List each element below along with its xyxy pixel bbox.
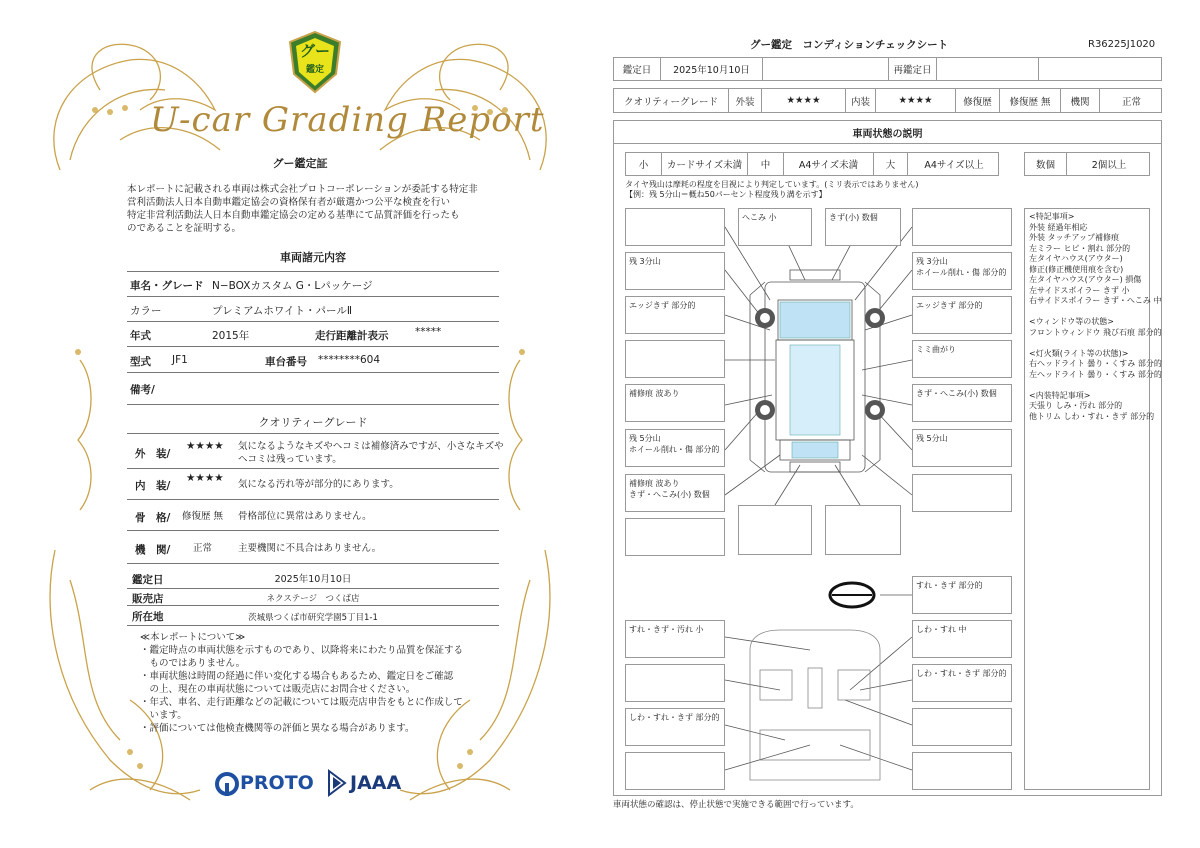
damage-box	[625, 208, 725, 246]
grade-engine-label: 機 関/	[135, 544, 171, 556]
about-section	[140, 631, 463, 735]
appraisal-shop-label: 販売店	[132, 593, 164, 605]
certificate-title: グー鑑定証	[272, 157, 328, 170]
intro-paragraph	[127, 183, 507, 235]
spec-year-value: 2015年	[212, 330, 250, 342]
note-line: 左タイヤハウス(アウター)	[1029, 254, 1123, 263]
damage-box	[912, 252, 1012, 290]
badge-top-text: グー	[299, 42, 330, 60]
damage-box	[825, 505, 901, 555]
row2-int-value: ★★★★	[876, 89, 956, 112]
size-m-desc: A4サイズ未満	[784, 153, 874, 175]
grade-ext-text: ヘコミは残っています。	[238, 454, 342, 465]
damage-text: しわ・すれ・きず 部分的	[629, 713, 720, 722]
damage-box	[625, 296, 725, 334]
condition-check-sheet	[600, 0, 1200, 848]
note-line: 右ヘッドライト 曇り・くすみ 部分的	[1029, 359, 1162, 368]
spec-model-label: 型式	[130, 356, 151, 368]
damage-box	[912, 208, 1012, 246]
spec-heading: 車両諸元内容	[280, 251, 346, 264]
row1-re-label: 再鑑定日	[889, 58, 937, 80]
damage-text: しわ・すれ 中	[916, 625, 967, 634]
damage-box	[912, 474, 1012, 512]
size-l: 大	[874, 153, 908, 175]
jaaa-logo-icon	[327, 769, 347, 797]
note-line: 外装 タッチアップ補修痕	[1029, 233, 1119, 242]
spec-chassis-value: ********604	[318, 354, 381, 366]
row1-date-value: 2025年10月10日	[661, 58, 763, 80]
about-line: ・評価については他検査機関等の評価と異なる場合があります。	[140, 723, 415, 734]
damage-text: しわ・すれ・きず 部分的	[916, 669, 1007, 678]
damage-box	[625, 752, 725, 790]
damage-box	[912, 620, 1012, 658]
note-line: <灯火類(ライト等の状態)>	[1029, 348, 1129, 358]
appraisal-date-label: 鑑定日	[132, 574, 164, 586]
note-line: 左ミラー ヒビ・割れ 部分的	[1029, 243, 1131, 253]
row2-repair-value: 修復歴 無	[1000, 89, 1061, 112]
about-line: ・鑑定時点の車両状態を示すものであり、以降将来にわたり品質を保証する	[140, 645, 464, 656]
badge-bottom-text: 鑑定	[305, 65, 324, 75]
damage-box	[625, 474, 725, 512]
damage-text: すれ・きず 部分的	[916, 581, 983, 590]
damage-box	[912, 384, 1012, 422]
damage-box	[625, 252, 725, 290]
proto-logo-text: PROTO	[240, 772, 314, 794]
grade-engine-value: 正常	[193, 543, 213, 554]
damage-text: エッジきず 部分的	[629, 301, 696, 310]
grade-engine-text: 主要機関に不具合はありません。	[238, 543, 382, 554]
damage-text: 補修痕 波あり	[629, 479, 680, 488]
size-l-desc: A4サイズ以上	[924, 160, 984, 171]
damage-box	[738, 208, 812, 246]
damage-box	[912, 296, 1012, 334]
row2-grade-label: クオリティーグレード	[614, 89, 729, 112]
damage-text: 残 3分山	[916, 257, 948, 266]
damage-text: きず(小) 数個	[829, 213, 878, 222]
grade-ext-stars: ★★★★	[186, 440, 224, 452]
spec-color-value: プレミアムホワイト・パールⅡ	[212, 305, 352, 317]
intro-line: 特定非営利活動法人日本自動車鑑定協会の定める基準にて品質評価を行ったも	[127, 210, 460, 221]
about-heading: ≪本レポートについて≫	[140, 632, 246, 643]
appraisal-date-value: 2025年10月10日	[274, 574, 352, 585]
sheet-title: グー鑑定 コンディションチェックシート	[750, 39, 949, 51]
damage-text: エッジきず 部分的	[916, 301, 983, 310]
note-line: 左タイヤハウス(アウター) 損傷	[1029, 275, 1142, 284]
special-notes	[1024, 208, 1162, 790]
about-line: ・年式、車名、走行距離などの記載については販売店申告をもとに作成して	[140, 697, 463, 708]
count-label: 数個	[1025, 153, 1067, 175]
damage-box	[625, 664, 725, 702]
grade-int-stars: ★★★★	[186, 472, 224, 484]
spec-year-label: 年式	[130, 330, 151, 342]
damage-text: へこみ 小	[742, 213, 777, 222]
note-line: <特記事項>	[1029, 212, 1075, 221]
note-line: 左ヘッドライト 曇り・くすみ 部分的	[1029, 369, 1162, 379]
note-line	[1029, 338, 1145, 349]
row1-date-label: 鑑定日	[614, 58, 661, 80]
spec-odo-value: *****	[415, 326, 442, 338]
spec-model-value: JF1	[172, 354, 188, 366]
row2-ext-value: ★★★★	[762, 89, 846, 112]
damage-text: きず・へこみ(小) 数個	[916, 389, 997, 398]
tire-note: タイヤ残山は摩耗の程度を目視により判定しています。(ミリ表示ではありません)	[625, 180, 919, 189]
note-line: 他トリム しわ・すれ・きず 部分的	[1029, 411, 1155, 421]
proto-logo-icon	[214, 771, 240, 797]
damage-text: ホイール削れ・傷 部分的	[916, 268, 1007, 277]
damage-box	[912, 664, 1012, 702]
damage-box	[825, 208, 901, 246]
jaaa-logo-text: JAAA	[350, 772, 402, 794]
damage-text: 残 5分山	[629, 434, 661, 443]
damage-box	[625, 384, 725, 422]
note-line	[1029, 380, 1145, 391]
appraisal-address-value: 茨城県つくば市研究学園5丁目1-1	[248, 613, 378, 623]
damage-text: 残 5分山	[916, 434, 948, 443]
intro-line: のであることを証明する。	[127, 223, 242, 234]
grade-frame-text: 骨格部位に異常はありません。	[238, 511, 372, 522]
spec-chassis-label: 車台番号	[265, 356, 307, 368]
damage-box	[625, 620, 725, 658]
grade-ext-label: 外 装/	[135, 448, 171, 460]
damage-box	[912, 752, 1012, 790]
grade-frame-label: 骨 格/	[135, 512, 171, 524]
condition-heading: 車両状態の説明	[852, 129, 923, 140]
size-s-desc: カードサイズ未満	[662, 153, 748, 175]
footer-note: 車両状態の確認は、停止状態で実施できる範囲で行っています。	[613, 800, 859, 810]
note-line: <内装特記事項>	[1029, 390, 1091, 400]
grade-heading: クオリティーグレード	[258, 416, 368, 429]
intro-line: 本レポートに記載される車両は株式会社プロトコーポレーションが委託する特定非	[127, 184, 478, 195]
row2-engine-label: 機関	[1061, 89, 1100, 112]
damage-text: 補修痕 波あり	[629, 389, 680, 398]
note-line: 修正(修正機使用痕を含む)	[1029, 264, 1124, 274]
damage-box	[912, 340, 1012, 378]
tire-note: 【例：残 5分山＝概ね50パーセント程度残り溝を示す】	[625, 190, 827, 199]
damage-box	[912, 576, 1012, 614]
about-line: います。	[140, 710, 187, 721]
note-line: 右サイドスポイラー きず・へこみ 中	[1029, 296, 1162, 305]
damage-box	[912, 708, 1012, 746]
grade-int-text: 気になる汚れ等が部分的にあります。	[238, 479, 399, 490]
note-line: フロントウィンドウ 飛び石痕 部分的	[1029, 327, 1162, 337]
damage-text: ホイール削れ・傷 部分的	[629, 445, 720, 454]
note-line: 天張り しみ・汚れ 部分的	[1029, 401, 1123, 410]
spec-color-label: カラー	[130, 305, 162, 317]
row2-repair-label: 修復歴	[956, 89, 1000, 112]
row2-int-label: 内装	[846, 89, 876, 112]
damage-box	[625, 429, 725, 467]
row2-ext-label: 外装	[729, 89, 762, 112]
damage-box	[625, 518, 725, 556]
note-line: <ウィンドウ等の状態>	[1029, 317, 1114, 326]
appraisal-address-label: 所在地	[132, 611, 164, 623]
damage-box	[738, 505, 812, 555]
about-line: の上、現在の車両状態については販売店にお問合せください。	[140, 684, 416, 695]
spec-name-label: 車名・グレード	[130, 280, 204, 292]
damage-text: 残 3分山	[629, 257, 661, 266]
damage-box	[912, 429, 1012, 467]
row2-engine-value: 正常	[1121, 96, 1141, 108]
note-line: 左サイドスポイラー きず 小	[1029, 285, 1130, 295]
appraisal-shop-value: ネクステージ つくば店	[266, 594, 360, 604]
size-m: 中	[748, 153, 784, 175]
damage-text: きず・へこみ(小) 数個	[629, 490, 710, 499]
grade-int-label: 内 装/	[135, 480, 171, 492]
damage-text: すれ・きず・汚れ 小	[629, 625, 704, 634]
spec-name-value: N−BOXカスタム G・Lパッケージ	[212, 280, 373, 292]
spec-remarks-label: 備考/	[130, 384, 155, 396]
damage-box	[625, 708, 725, 746]
about-line: ものではありません。	[140, 658, 246, 669]
size-s: 小	[626, 153, 662, 175]
grade-ext-text: 気になるようなキズやヘコミは補修済みですが、小さなキズや	[238, 441, 504, 452]
note-line	[1029, 307, 1145, 318]
intro-line: 営利活動法人日本自動車鑑定協会の資格保有者が厳選かつ公平な検査を行い	[127, 197, 451, 208]
about-line: ・車両状態は時間の経過に伴い変化する場合もあるため、鑑定日をご確認	[140, 671, 454, 682]
grade-frame-value: 修復歴 無	[182, 511, 224, 522]
sheet-id: R36225J1020	[1088, 39, 1156, 50]
count-desc: 2個以上	[1091, 160, 1127, 171]
report-script-title: U-car Grading Report	[150, 100, 545, 140]
spec-odo-label: 走行距離計表示	[315, 330, 389, 342]
damage-box	[625, 340, 725, 378]
note-line: 外装 経過年相応	[1029, 222, 1088, 232]
damage-text: ミミ曲がり	[916, 345, 956, 354]
